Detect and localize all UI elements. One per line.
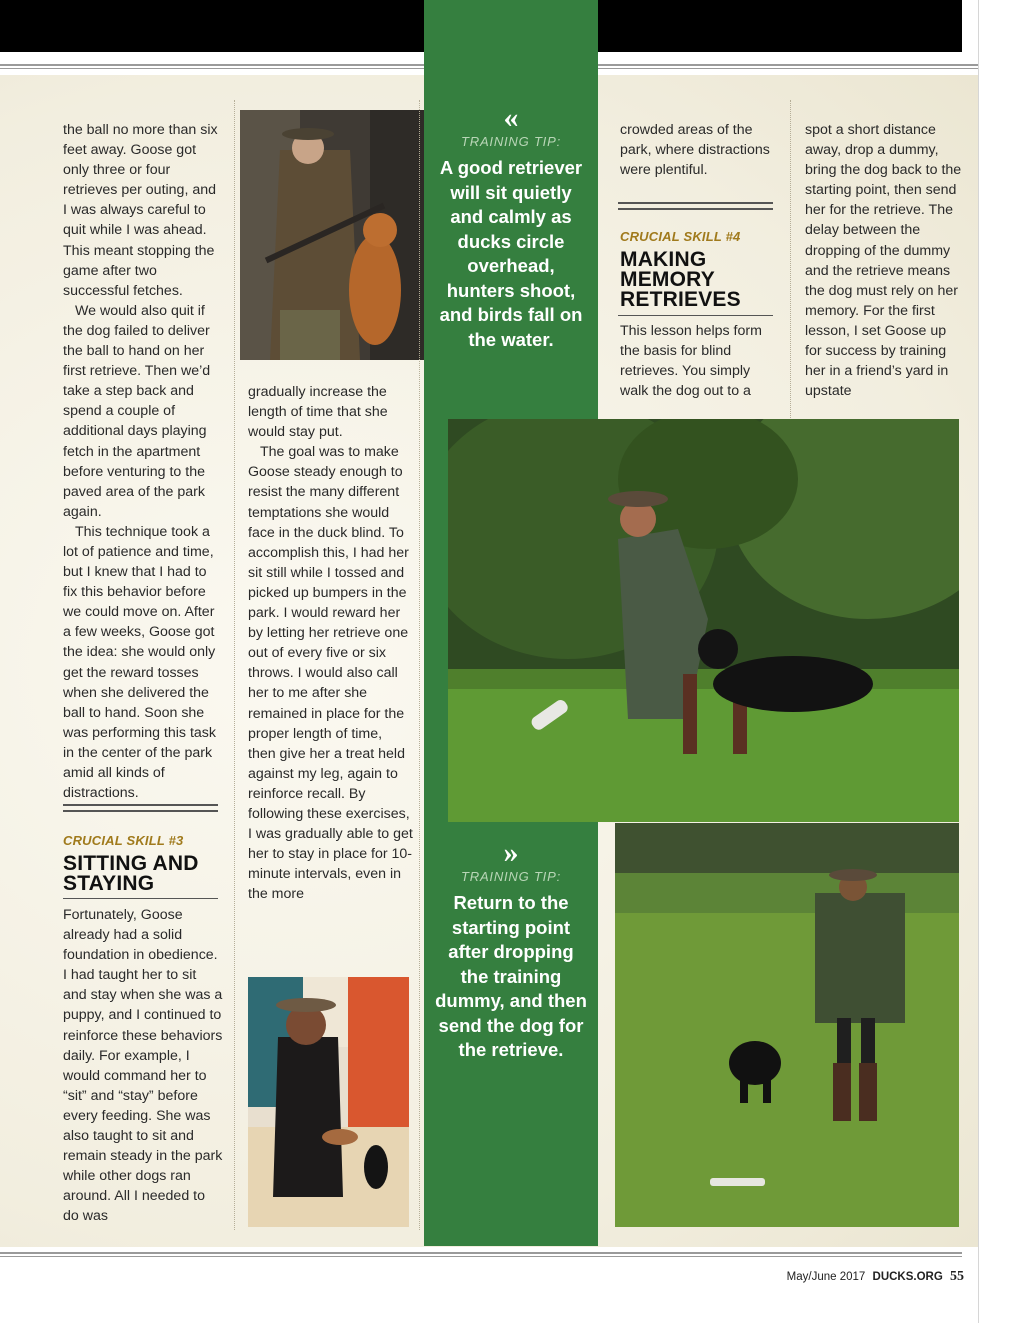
quote-open-icon: « xyxy=(503,101,519,134)
paragraph: The goal was to make Goose steady enough to resist the many different temptations she would face in the duck blind. To accomplish this, I had her sit still while I tossed and picked up bumpers in the park. I would reward her by letting her retrieve one out of every five or six throws. I would also call her to me after she remained in place for the proper length of time, then give her a treat held against my leg, again to reinforce recall. By following these exercises, I was gradually able to get her to stay in place for 10-minute intervals, even in the more xyxy=(248,444,413,903)
bottom-rule xyxy=(0,1252,962,1254)
training-tip-1-text: A good retriever will sit quietly and calmly as ducks circle overhead, hunters shoot, and birds fall on the water. xyxy=(439,157,583,350)
skill-4-title-line1: MAKING xyxy=(620,248,707,271)
paragraph: This technique took a lot of patience and time, but I knew that I had to fix this behavior before we could move on. After a few weeks, Goose got the idea: she would only get the reward tosses when she delivered the ball to hand. Soon she was performing this task in the center of the park amid all kinds of distractions. xyxy=(63,523,216,802)
kitchen-feeding-photo xyxy=(248,977,409,1227)
skill-3-underline xyxy=(63,898,218,899)
paragraph: crowded areas of the park, where distractions were plentiful. xyxy=(620,122,770,179)
column-separator xyxy=(419,100,420,1230)
page-footer xyxy=(787,1269,964,1285)
skill-3-title-line1: SITTING AND xyxy=(63,852,199,875)
page-edge xyxy=(978,0,979,1323)
skill-3-title-line2: STAYING xyxy=(63,872,155,895)
column-2-text xyxy=(248,382,413,904)
dummy-placement-photo xyxy=(448,419,959,822)
issue-date: May/June 2017 xyxy=(786,1271,866,1283)
page-number: 55 xyxy=(950,1269,964,1284)
column-3-text-bottom xyxy=(620,321,780,401)
walking-with-dog-photo xyxy=(615,823,959,1227)
column-1-text-top xyxy=(63,120,223,803)
paragraph: the ball no more than six feet away. Goose got only three or four retrieves per outing, and I was always careful to quit while I was ahead. This meant stopping the game after two successful fetches. xyxy=(63,122,218,299)
paragraph: Fortunately, Goose already had a solid foundation in obedience. I had taught her to sit and stay when she was a puppy, and I continued to reinforce these behaviors daily. For example, I would command her to “sit” and “stay” before every feeding. She was also taught to sit and remain steady in the park while other dogs ran around. All I needed to do was xyxy=(63,907,223,1225)
section-rule xyxy=(618,202,773,210)
skill-4-label: CRUCIAL SKILL #4 xyxy=(620,229,741,244)
skill-4-underline xyxy=(618,315,773,316)
quote-close-icon: » xyxy=(503,836,519,869)
column-3-text-top xyxy=(620,120,780,180)
column-4-text xyxy=(805,120,965,401)
skill-4-title-line3: RETRIEVES xyxy=(620,288,741,311)
skill-3-label: CRUCIAL SKILL #3 xyxy=(63,833,184,848)
column-1-text-bottom xyxy=(63,905,223,1227)
bottom-rule-thin xyxy=(0,1256,962,1257)
training-tip-2-label: TRAINING TIP: xyxy=(461,869,561,884)
column-separator xyxy=(234,100,235,1230)
paragraph: This lesson helps form the basis for blind retrieves. You simply walk the dog out to a xyxy=(620,323,762,400)
hunter-with-dog-photo xyxy=(240,110,424,360)
training-tip-2-text: Return to the starting point after dropping the training dummy, and then send the dog for the retrieve. xyxy=(435,892,587,1060)
section-rule xyxy=(63,804,218,812)
paragraph: We would also quit if the dog failed to deliver the ball to hand on her first retrieve. Then we’d take a step back and spend a couple of additional days playing fetch in the apartment before venturing to the paved area of the park again. xyxy=(63,302,211,520)
site-name: DUCKS.ORG xyxy=(872,1271,943,1283)
training-tip-1-label: TRAINING TIP: xyxy=(461,134,561,149)
paragraph: gradually increase the length of time that she would stay put. xyxy=(248,384,388,441)
column-separator xyxy=(790,100,791,418)
skill-4-title-line2: MEMORY xyxy=(620,268,715,291)
paragraph: spot a short distance away, drop a dummy, bring the dog back to the starting point, then send her for the retrieve. The delay between the dropping of the dummy and the retrieve means the dog must rely on her memory. For the first lesson, I set Goose up for success by training her in a friend’s yard in upstate xyxy=(805,122,962,400)
